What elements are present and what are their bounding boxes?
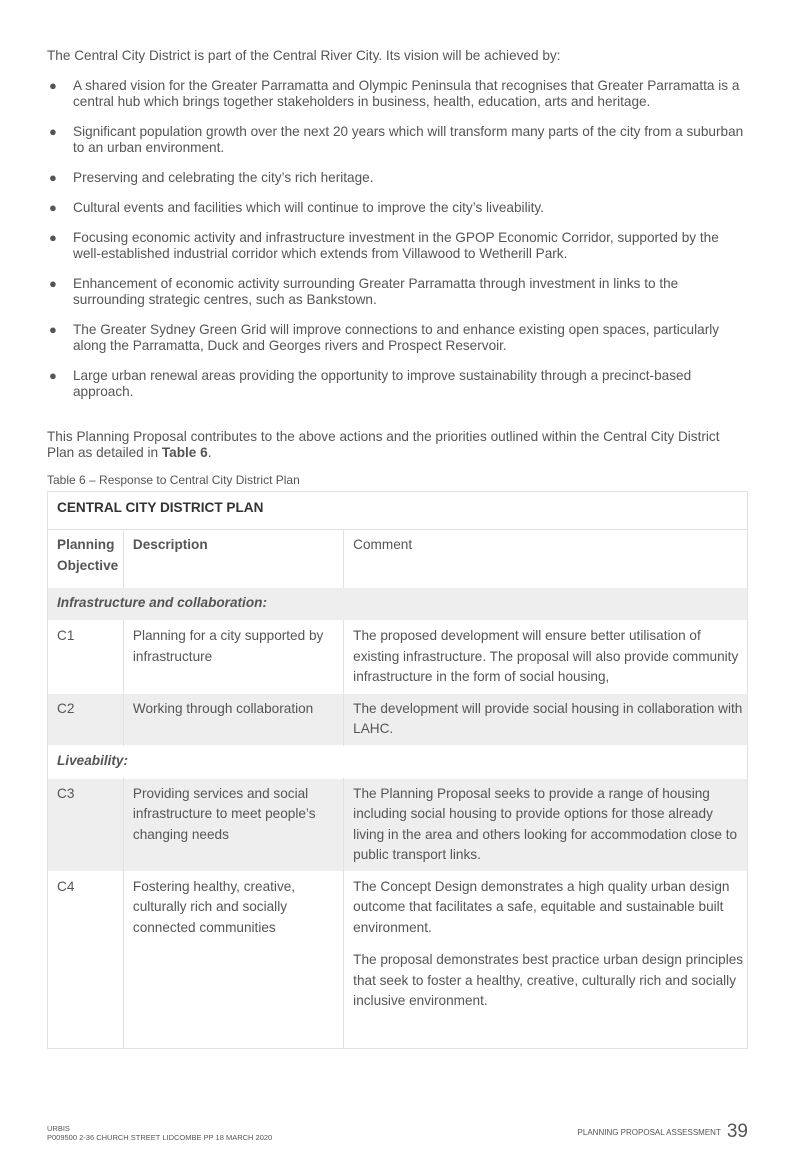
comment-paragraph: The Concept Design demonstrates a high quality urban design outcome that facilitates a safe, equitable and sustainable built environment. xyxy=(353,878,730,935)
vision-bullet-list xyxy=(47,78,748,414)
bullet-icon: ● xyxy=(49,368,57,383)
table-row xyxy=(48,778,748,871)
bullet-icon: ● xyxy=(49,124,57,139)
table-title: CENTRAL CITY DISTRICT PLAN xyxy=(48,492,748,530)
objective-description: Working through collaboration xyxy=(123,693,343,745)
column-header-objective: Planning Objective xyxy=(48,530,124,588)
objective-description: Providing services and social infrastructure to meet people’s changing needs xyxy=(123,778,343,871)
comment-paragraph: The proposal demonstrates best practice urban design principles that seek to foster a healthy, creative, culturally rich and socially inclusive environment. xyxy=(353,952,744,1008)
table-row xyxy=(48,693,748,745)
objective-id: C3 xyxy=(48,778,124,871)
footer-left xyxy=(47,1124,272,1142)
column-header-comment: Comment xyxy=(344,530,748,588)
objective-comment: The Planning Proposal seeks to provide a range of housing including social housing to provide options for those already living in the area and others looking for accommodation close to public transport links. xyxy=(344,778,748,871)
list-item: ● The Greater Sydney Green Grid will improve connections to and enhance existing open spaces, particularly along the Parramatta, Duck and Georges rivers and Prospect Reservoir. xyxy=(49,322,720,353)
list-item: ● Enhancement of economic activity surrounding Greater Parramatta through investment in links to the surrounding strategic centres, such as Bankstown. xyxy=(49,276,679,307)
objective-id: C2 xyxy=(48,693,124,745)
objective-comment: The development will provide social housing in collaboration with LAHC. xyxy=(344,693,748,745)
footer-reference: P009500 2-36 CHURCH STREET LIDCOMBE PP 18 MARCH 2020 xyxy=(47,1133,273,1142)
table-reference: Table 6 xyxy=(161,445,208,460)
list-item: ● Large urban renewal areas providing the opportunity to improve sustainability through a precinct-based approach. xyxy=(49,368,692,399)
objective-id: C4 xyxy=(48,871,124,1048)
page-number: 39 xyxy=(726,1121,748,1142)
list-item: ● A shared vision for the Greater Parramatta and Olympic Peninsula that recognises that Greater Parramatta is a central hub which brings together stakeholders in business, health, education, arts and heritage. xyxy=(49,78,740,109)
objective-comment xyxy=(344,871,748,1048)
objective-description: Planning for a city supported by infrastructure xyxy=(123,621,343,694)
list-item: ● Focusing economic activity and infrastructure investment in the GPOP Economic Corridor, supported by the well-established industrial corridor which extends from Villawood to Wetherill Park. xyxy=(49,230,719,261)
footer-section: PLANNING PROPOSAL ASSESSMENT xyxy=(577,1128,721,1137)
footer-right xyxy=(578,1121,748,1143)
column-header-row xyxy=(48,530,748,588)
section-heading: Liveability: xyxy=(48,745,748,778)
bullet-icon: ● xyxy=(49,230,57,245)
bullet-icon: ● xyxy=(49,276,57,291)
list-item: ● Preserving and celebrating the city’s rich heritage. xyxy=(49,170,374,185)
bullet-icon: ● xyxy=(49,78,57,93)
objective-id: C1 xyxy=(48,621,124,694)
list-item: ● Significant population growth over the next 20 years which will transform many parts of the city from a suburban to an urban environment. xyxy=(49,124,744,155)
list-item: ● Cultural events and facilities which will continue to improve the city’s liveability. xyxy=(49,200,544,215)
bullet-icon: ● xyxy=(49,170,57,185)
table-title-row xyxy=(48,492,748,530)
objective-description: Fostering healthy, creative, culturally rich and socially connected communities xyxy=(123,871,343,1048)
section-row-liveability xyxy=(48,745,748,778)
table-caption: Table 6 – Response to Central City District Plan xyxy=(47,473,300,487)
section-row-infrastructure xyxy=(48,588,748,621)
bullet-icon: ● xyxy=(49,200,57,215)
table-row xyxy=(48,621,748,694)
bullet-icon: ● xyxy=(49,322,57,337)
objective-comment: The proposed development will ensure better utilisation of existing infrastructure. The proposal will also provide community infrastructure in the form of social housing, xyxy=(344,621,748,694)
column-header-description: Description xyxy=(123,530,343,588)
section-heading: Infrastructure and collaboration: xyxy=(48,588,748,621)
footer-org: URBIS xyxy=(47,1124,70,1133)
closing-paragraph: This Planning Proposal contributes to the above actions and the priorities outlined within the Central City District Plan as detailed in Table 6. xyxy=(47,429,720,460)
district-plan-table xyxy=(47,491,748,1049)
intro-paragraph: The Central City District is part of the Central River City. Its vision will be achieved by: xyxy=(47,48,561,63)
table-row xyxy=(48,871,748,1048)
